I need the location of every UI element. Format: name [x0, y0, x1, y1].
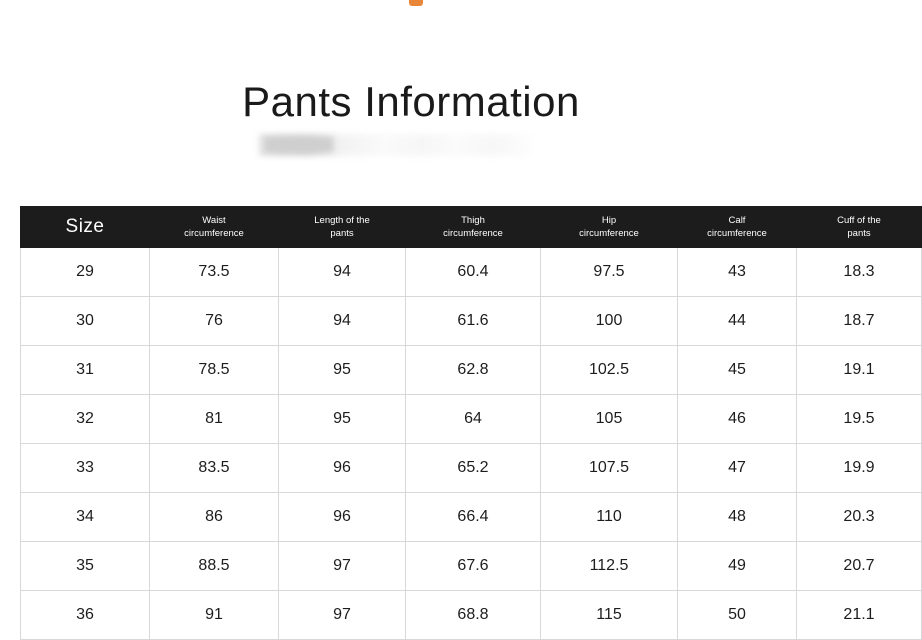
redacted-subtitle	[259, 134, 531, 156]
cell-waist: 76	[150, 297, 279, 346]
cell-thigh: 66.4	[406, 493, 541, 542]
table-row	[21, 591, 922, 640]
cell-thigh: 67.6	[406, 542, 541, 591]
cell-cuff: 19.1	[797, 346, 922, 395]
cell-thigh: 60.4	[406, 248, 541, 297]
cell-waist: 86	[150, 493, 279, 542]
cell-length: 97	[279, 591, 406, 640]
cell-length: 95	[279, 346, 406, 395]
cell-waist: 83.5	[150, 444, 279, 493]
cell-cuff: 19.9	[797, 444, 922, 493]
cell-size: 33	[21, 444, 150, 493]
table-header	[21, 207, 922, 248]
cell-hip: 100	[541, 297, 678, 346]
cell-waist: 81	[150, 395, 279, 444]
cell-size: 30	[21, 297, 150, 346]
cell-hip: 105	[541, 395, 678, 444]
cell-cuff: 20.3	[797, 493, 922, 542]
cell-size: 31	[21, 346, 150, 395]
cell-cuff: 18.3	[797, 248, 922, 297]
table-row	[21, 346, 922, 395]
table-row	[21, 248, 922, 297]
cell-waist: 91	[150, 591, 279, 640]
cell-thigh: 61.6	[406, 297, 541, 346]
column-header-line1: Thigh	[461, 215, 485, 226]
cell-length: 97	[279, 542, 406, 591]
cell-calf: 44	[678, 297, 797, 346]
orange-tab-marker	[409, 0, 423, 6]
cell-cuff: 21.1	[797, 591, 922, 640]
table-row	[21, 297, 922, 346]
column-header-line2: circumference	[707, 228, 767, 239]
table-row	[21, 444, 922, 493]
cell-size: 35	[21, 542, 150, 591]
cell-calf: 45	[678, 346, 797, 395]
column-header-line1: Length of the	[314, 215, 370, 226]
cell-hip: 97.5	[541, 248, 678, 297]
cell-hip: 112.5	[541, 542, 678, 591]
column-header-thigh-circumference	[406, 207, 541, 248]
cell-calf: 47	[678, 444, 797, 493]
cell-calf: 49	[678, 542, 797, 591]
column-header-line1: Waist	[202, 215, 226, 226]
cell-length: 95	[279, 395, 406, 444]
column-header-hip-circumference	[541, 207, 678, 248]
table-row	[21, 395, 922, 444]
column-header-line2: circumference	[579, 228, 639, 239]
cell-size: 34	[21, 493, 150, 542]
column-header-length-of-pants	[279, 207, 406, 248]
column-header-line2: pants	[847, 228, 871, 239]
cell-cuff: 19.5	[797, 395, 922, 444]
column-header-cuff-of-pants	[797, 207, 922, 248]
column-header-calf-circumference	[678, 207, 797, 248]
cell-size: 29	[21, 248, 150, 297]
cell-hip: 102.5	[541, 346, 678, 395]
pants-size-table	[20, 206, 922, 640]
cell-thigh: 65.2	[406, 444, 541, 493]
column-header-line2: circumference	[443, 228, 503, 239]
column-header-size: Size	[21, 207, 150, 248]
cell-hip: 107.5	[541, 444, 678, 493]
cell-hip: 115	[541, 591, 678, 640]
cell-thigh: 64	[406, 395, 541, 444]
cell-calf: 50	[678, 591, 797, 640]
cell-waist: 78.5	[150, 346, 279, 395]
column-header-line1: Hip	[601, 215, 617, 226]
column-header-line2: circumference	[184, 228, 244, 239]
column-header-waist-circumference	[150, 207, 279, 248]
column-header-line2: pants	[330, 228, 354, 239]
cell-size: 32	[21, 395, 150, 444]
cell-cuff: 18.7	[797, 297, 922, 346]
cell-size: 36	[21, 591, 150, 640]
cell-hip: 110	[541, 493, 678, 542]
column-header-line1: Calf	[728, 215, 746, 226]
cell-calf: 48	[678, 493, 797, 542]
cell-calf: 43	[678, 248, 797, 297]
table-body	[21, 248, 922, 640]
cell-thigh: 62.8	[406, 346, 541, 395]
cell-length: 94	[279, 297, 406, 346]
column-header-line1: Cuff of the	[837, 215, 881, 226]
cell-length: 94	[279, 248, 406, 297]
table-header-row	[21, 207, 922, 248]
cell-thigh: 68.8	[406, 591, 541, 640]
table-row	[21, 493, 922, 542]
cell-length: 96	[279, 493, 406, 542]
table-row	[21, 542, 922, 591]
cell-cuff: 20.7	[797, 542, 922, 591]
cell-waist: 73.5	[150, 248, 279, 297]
cell-length: 96	[279, 444, 406, 493]
cell-waist: 88.5	[150, 542, 279, 591]
cell-calf: 46	[678, 395, 797, 444]
page-title: Pants Information	[242, 78, 580, 125]
